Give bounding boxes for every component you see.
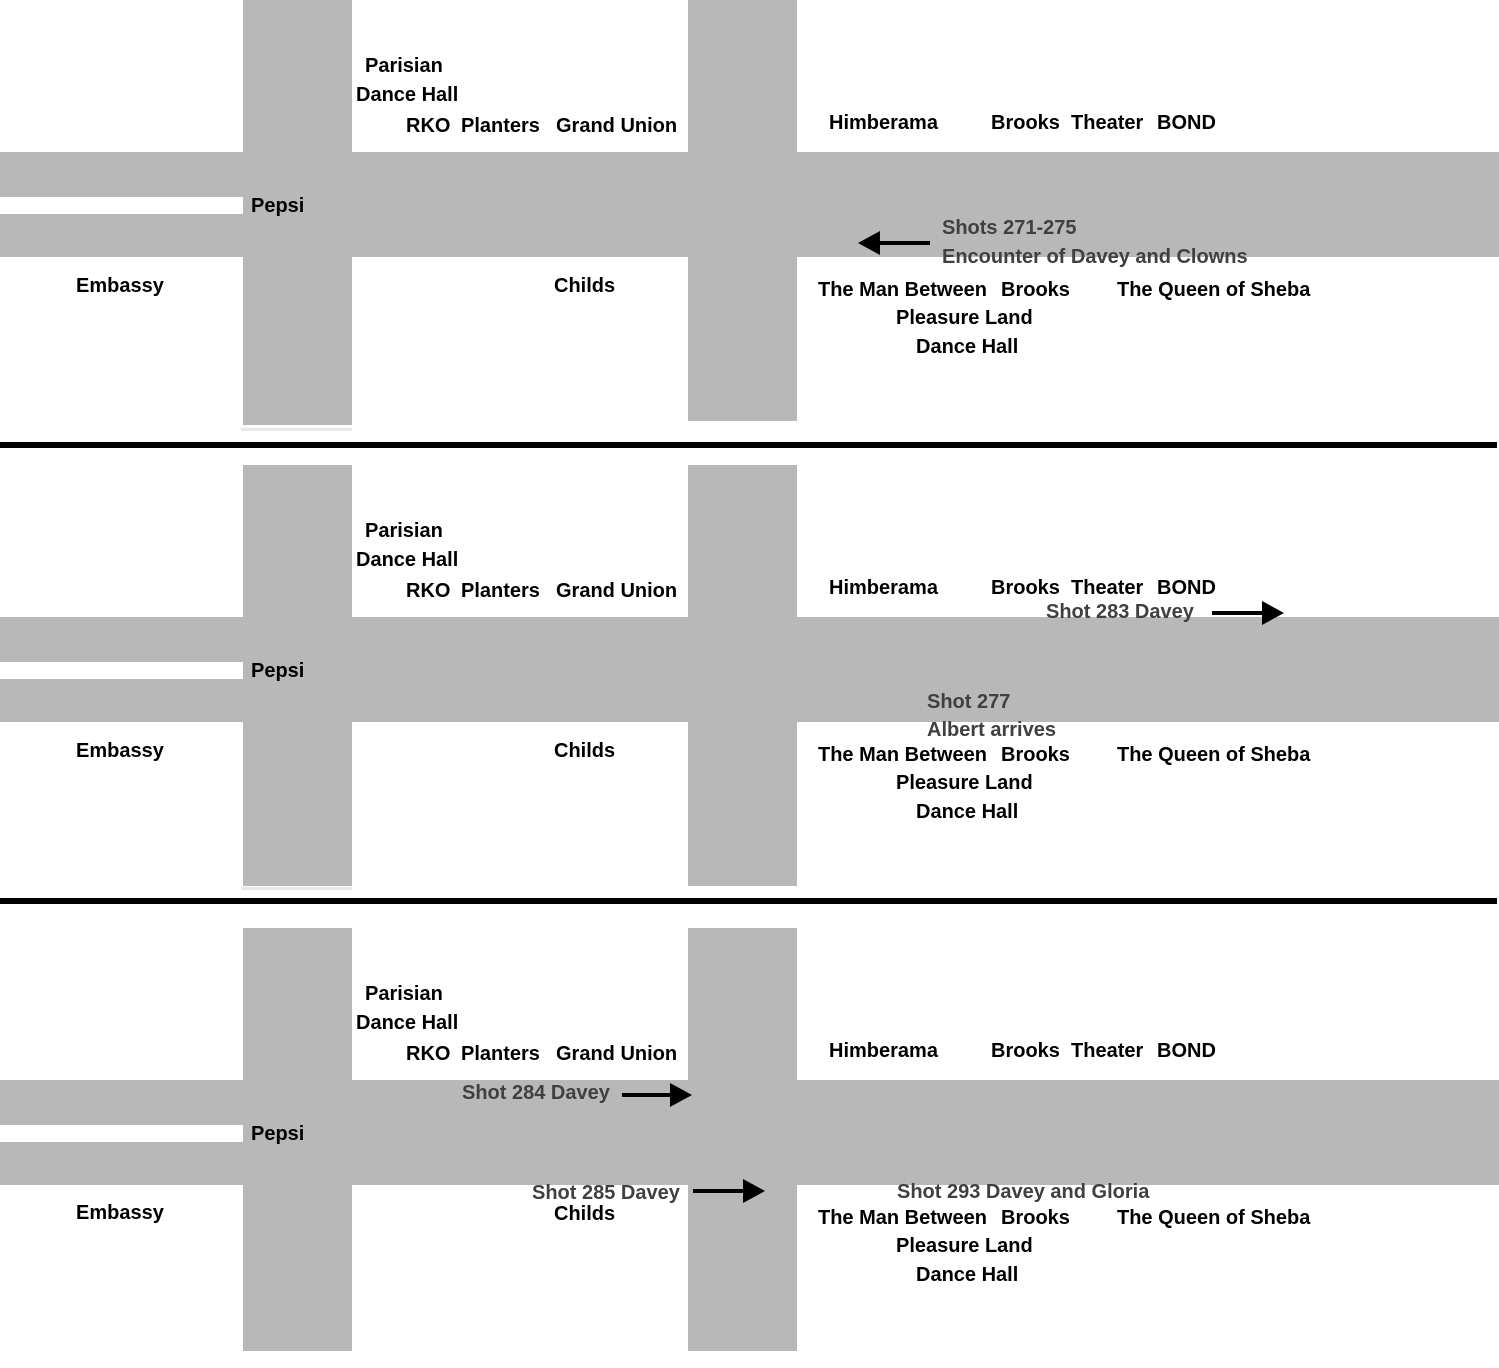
label-parisian: Parisian xyxy=(365,55,443,77)
annotation-shot-277: Shot 277 xyxy=(927,691,1011,713)
label-parisian: Parisian xyxy=(365,983,443,1005)
label-queen-of-sheba: The Queen of Sheba xyxy=(1117,744,1311,766)
label-brooks: Brooks xyxy=(1001,279,1070,301)
label-bond: BOND xyxy=(1157,577,1216,599)
label-himberama: Himberama xyxy=(829,1040,938,1062)
label-bond: BOND xyxy=(1157,112,1216,134)
label-pleasure-land: Pleasure Land xyxy=(896,1235,1033,1257)
label-himberama: Himberama xyxy=(829,112,938,134)
label-embassy: Embassy xyxy=(76,740,164,762)
label-childs: Childs xyxy=(554,1203,616,1225)
right-arrow-icon xyxy=(1212,598,1284,628)
label-planters: Planters xyxy=(461,580,540,602)
label-pepsi: Pepsi xyxy=(251,660,305,682)
label-queen-of-sheba: The Queen of Sheba xyxy=(1117,1207,1311,1229)
label-rko: RKO xyxy=(406,115,451,137)
label-pepsi: Pepsi xyxy=(251,195,305,217)
label-brooks-theater: Brooks Theater xyxy=(991,1040,1144,1062)
annotation-shot-283: Shot 283 Davey xyxy=(1046,601,1194,623)
annotation-albert-arrives: Albert arrives xyxy=(927,719,1056,741)
panel-divider-1 xyxy=(0,442,1497,448)
annotation-encounter: Encounter of Davey and Clowns xyxy=(942,246,1248,268)
label-pleasure-land: Pleasure Land xyxy=(896,772,1033,794)
label-brooks: Brooks xyxy=(1001,1207,1070,1229)
panel-divider-2 xyxy=(0,898,1497,904)
label-bond: BOND xyxy=(1157,1040,1216,1062)
annotation-shot-293: Shot 293 Davey and Gloria xyxy=(897,1181,1150,1203)
annotation-shots-271-275: Shots 271-275 xyxy=(942,217,1077,239)
label-dance-hall: Dance Hall xyxy=(916,336,1019,358)
label-parisian-dance-hall: Dance Hall xyxy=(356,549,459,571)
label-childs: Childs xyxy=(554,275,616,297)
street-divider-strip xyxy=(0,662,243,679)
label-childs: Childs xyxy=(554,740,616,762)
right-arrow-icon xyxy=(622,1080,692,1110)
label-grand-union: Grand Union xyxy=(556,1043,678,1065)
map-panel-2 xyxy=(0,465,1499,905)
street-divider-strip xyxy=(0,1125,243,1142)
label-himberama: Himberama xyxy=(829,577,938,599)
map-panel-3 xyxy=(0,928,1499,1368)
label-brooks-theater: Brooks Theater xyxy=(991,577,1144,599)
map-panel-1 xyxy=(0,0,1499,440)
label-grand-union: Grand Union xyxy=(556,580,678,602)
label-pepsi: Pepsi xyxy=(251,1123,305,1145)
street-divider-strip xyxy=(0,197,243,214)
label-brooks: Brooks xyxy=(1001,744,1070,766)
annotation-shot-285: Shot 285 Davey xyxy=(532,1182,680,1204)
panel-1-avenue-end xyxy=(241,428,352,431)
label-parisian-dance-hall: Dance Hall xyxy=(356,84,459,106)
label-parisian: Parisian xyxy=(365,520,443,542)
label-rko: RKO xyxy=(406,580,451,602)
right-arrow-icon xyxy=(693,1176,765,1206)
label-grand-union: Grand Union xyxy=(556,115,678,137)
label-embassy: Embassy xyxy=(76,1202,164,1224)
left-arrow-icon xyxy=(858,229,930,259)
label-dance-hall: Dance Hall xyxy=(916,801,1019,823)
panel-2-avenue-end xyxy=(241,887,352,890)
label-planters: Planters xyxy=(461,115,540,137)
label-parisian-dance-hall: Dance Hall xyxy=(356,1012,459,1034)
label-pleasure-land: Pleasure Land xyxy=(896,307,1033,329)
label-man-between: The Man Between xyxy=(818,279,987,301)
annotation-shot-284: Shot 284 Davey xyxy=(462,1082,610,1104)
label-rko: RKO xyxy=(406,1043,451,1065)
label-planters: Planters xyxy=(461,1043,540,1065)
label-man-between: The Man Between xyxy=(818,744,987,766)
label-man-between: The Man Between xyxy=(818,1207,987,1229)
label-embassy: Embassy xyxy=(76,275,164,297)
label-brooks-theater: Brooks Theater xyxy=(991,112,1144,134)
label-dance-hall: Dance Hall xyxy=(916,1264,1019,1286)
label-queen-of-sheba: The Queen of Sheba xyxy=(1117,279,1311,301)
